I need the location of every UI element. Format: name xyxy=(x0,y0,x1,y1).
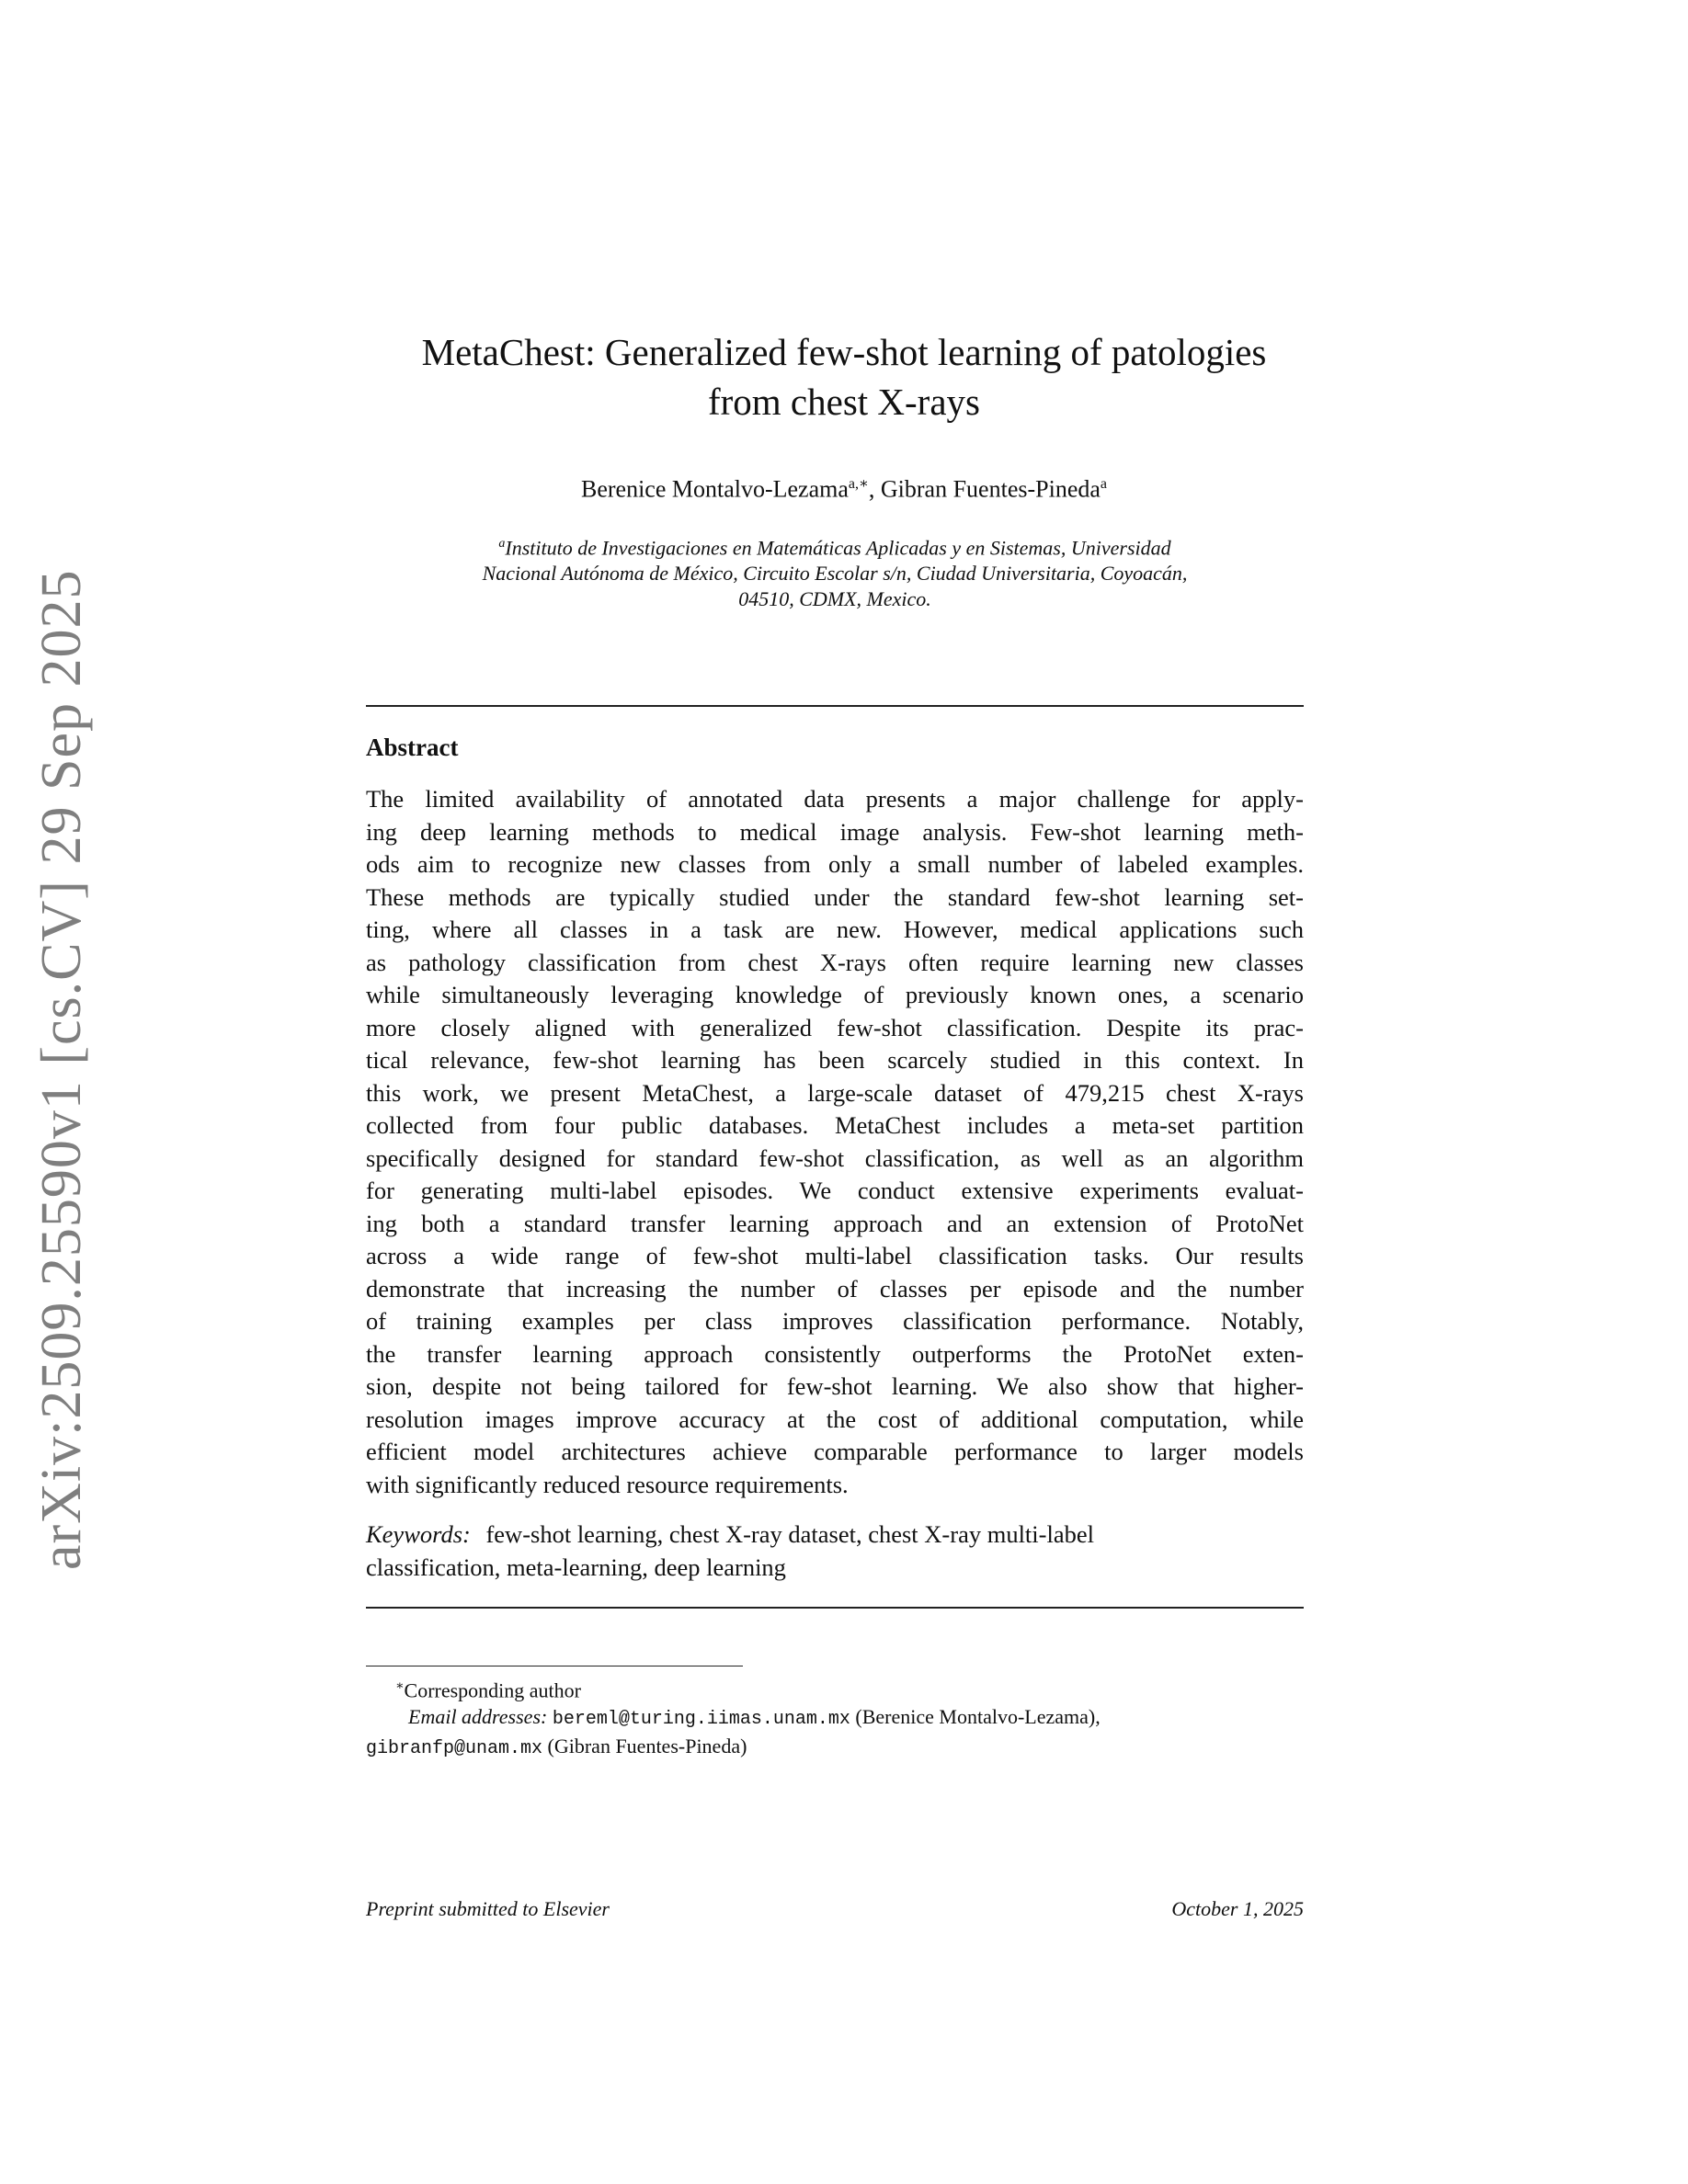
title-line: from chest X-rays xyxy=(707,381,980,423)
affiliation-line: 04510, CDMX, Mexico. xyxy=(738,587,931,611)
abstract-body xyxy=(366,783,1304,1501)
footer-date: October 1, 2025 xyxy=(1171,1897,1304,1920)
abstract-line: specifically designed for standard few-shot classification, as well as an algorithm xyxy=(366,1143,1304,1172)
affiliation-mark: a xyxy=(498,537,506,551)
affiliation-line: Instituto de Investigaciones en Matemáticas Aplicadas y en Sistemas, Universidad xyxy=(505,536,1171,560)
abstract-line: the transfer learning approach consistently outperforms the ProtoNet exten- xyxy=(366,1339,1304,1368)
paper-title xyxy=(0,327,1688,427)
email-label: Email addresses: xyxy=(408,1705,548,1729)
abstract-line: efficient model architectures achieve comparable performance to larger models xyxy=(366,1438,1304,1465)
email-link[interactable]: bereml@turing.iimas.unam.mx xyxy=(552,1709,850,1731)
email-link[interactable]: gibranfp@unam.mx xyxy=(366,1738,543,1760)
abstract-line: across a wide range of few-shot multi-label classification tasks. Our results xyxy=(366,1242,1304,1269)
abstract-line: ods aim to recognize new classes from only a small number of labeled examples. xyxy=(366,850,1304,878)
keywords-label: Keywords: xyxy=(366,1520,471,1548)
abstract-line: The limited availability of annotated data presents a major challenge for apply- xyxy=(366,785,1304,813)
top-rule xyxy=(366,705,1304,707)
footnote-mark: ∗ xyxy=(395,1679,405,1693)
abstract-heading: Abstract xyxy=(366,734,459,761)
bottom-rule xyxy=(366,1607,1304,1609)
author-separator: , xyxy=(868,475,881,503)
abstract-line: ing both a standard transfer learning approach and an extension of ProtoNet xyxy=(366,1209,1304,1237)
abstract-line: collected from four public databases. MetaChest includes a meta-set partition xyxy=(366,1111,1304,1139)
author-name: Gibran Fuentes-Pineda xyxy=(880,475,1101,503)
abstract-line: ing deep learning methods to medical image analysis. Few-shot learning meth- xyxy=(366,817,1304,846)
arxiv-stamp: arXiv:2509.25590v1 [cs.CV] 29 Sep 2025 xyxy=(30,569,93,1570)
abstract-line: as pathology classification from chest X-rays often require learning new classes xyxy=(366,948,1304,976)
keywords-line: few-shot learning, chest X-ray dataset, chest X-ray multi-label xyxy=(485,1520,1094,1548)
author-mark: a,∗ xyxy=(848,476,869,492)
abstract-line: this work, we present MetaChest, a large-scale dataset of 479,215 chest X-rays xyxy=(366,1078,1304,1107)
authors xyxy=(0,474,1688,504)
corresponding-note: Corresponding author xyxy=(404,1678,581,1702)
email-owner: (Gibran Fuentes-Pineda) xyxy=(547,1735,747,1758)
abstract-line: of training examples per class improves classification performance. Notably, xyxy=(366,1307,1304,1335)
abstract-line: with significantly reduced resource requirements. xyxy=(366,1470,849,1498)
footnotes xyxy=(366,1673,1304,1762)
abstract-line: for generating multi-label episodes. We conduct extensive experiments evaluat- xyxy=(366,1177,1304,1204)
title-line: MetaChest: Generalized few-shot learning of patologies xyxy=(421,331,1267,373)
email-owner: (Berenice Montalvo-Lezama), xyxy=(855,1705,1101,1729)
keywords-line: classification, meta-learning, deep learning xyxy=(366,1553,786,1581)
author-name: Berenice Montalvo-Lezama xyxy=(580,475,849,503)
affiliation xyxy=(366,531,1304,612)
abstract-line: These methods are typically studied under the standard few-shot learning set- xyxy=(366,882,1304,911)
affiliation-line: Nacional Autónoma de México, Circuito Escolar s/n, Ciudad Universitaria, Coyoacán, xyxy=(482,562,1188,586)
abstract-line: sion, despite not being tailored for few-shot learning. We also show that higher- xyxy=(366,1372,1304,1400)
abstract-line: demonstrate that increasing the number of classes per episode and the number xyxy=(366,1274,1304,1302)
keywords xyxy=(366,1518,1304,1584)
abstract-line: more closely aligned with generalized few-shot classification. Despite its prac- xyxy=(366,1013,1304,1041)
abstract-line: tical relevance, few-shot learning has been scarcely studied in this context. In xyxy=(366,1046,1304,1074)
abstract-line: while simultaneously leveraging knowledge of previously known ones, a scenario xyxy=(366,981,1304,1008)
footer-left: Preprint submitted to Elsevier xyxy=(366,1897,610,1920)
author-mark: a xyxy=(1100,476,1108,492)
abstract-line: resolution images improve accuracy at the cost of additional computation, while xyxy=(366,1405,1304,1433)
abstract-line: ting, where all classes in a task are new. However, medical applications such xyxy=(366,916,1304,943)
